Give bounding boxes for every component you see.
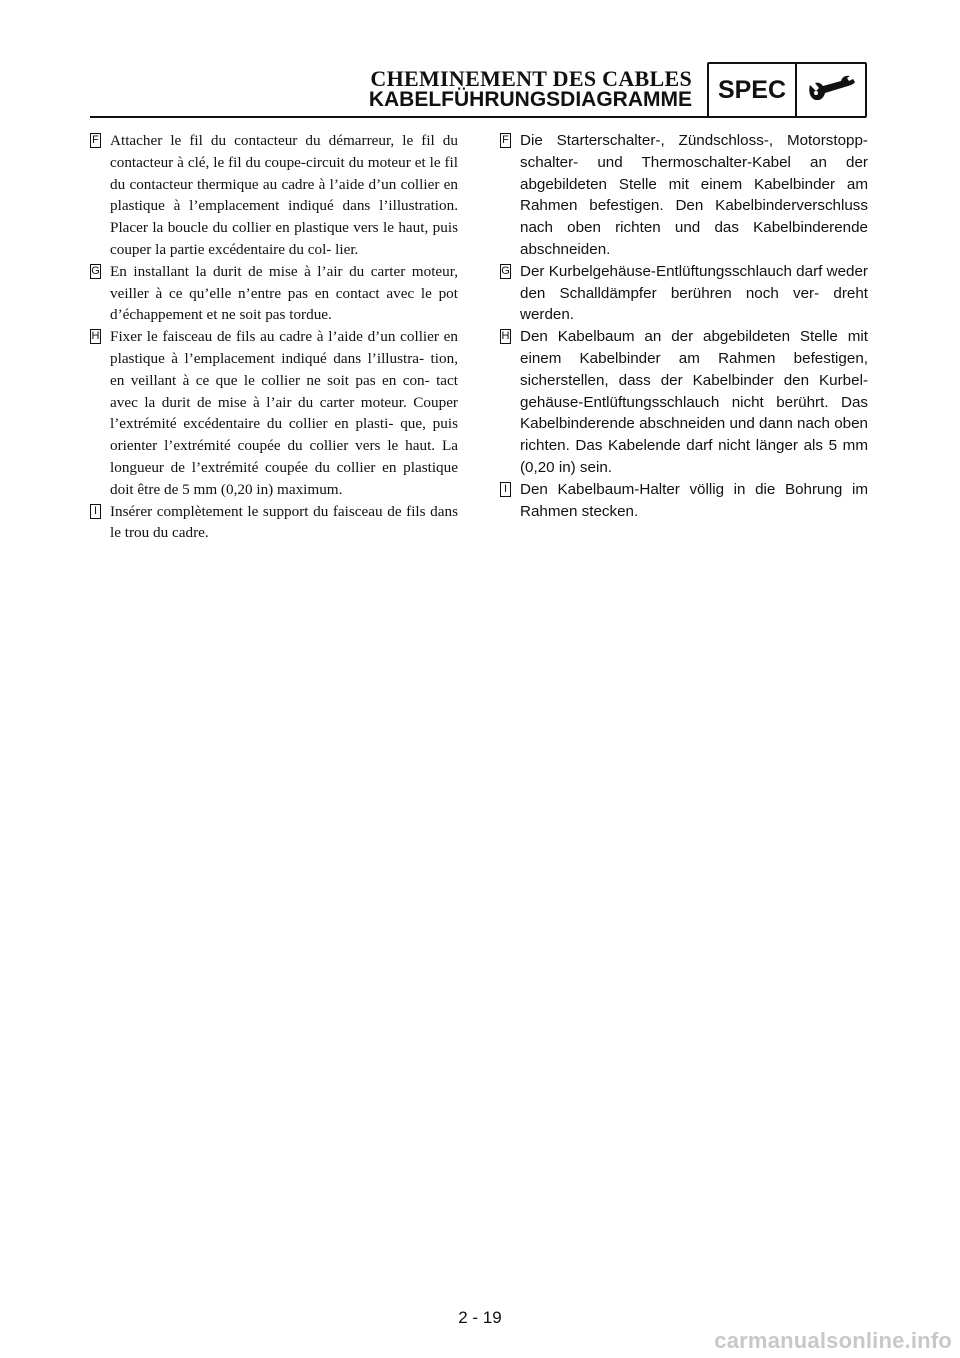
item-text: En installant la durit de mise à l’air du carter moteur, veiller à ce qu’elle n’entre pas en contact avec le pot d’échappement et ne soit pas tordue. (110, 262, 458, 324)
spec-label: SPEC (709, 64, 797, 116)
item-letter-box: G (501, 264, 510, 277)
item-letter-box: F (90, 133, 101, 148)
item-letter-box: I (90, 504, 101, 519)
item-text: Attacher le fil du contacteur du démarreur, le fil du contacteur à clé, le fil du coupe-circuit du moteur et le fil du contacteur thermique au cadre à l’aide d’un collier en plastique à l’emplacement indiqué dans l’illustration. Placer la boucle du collier en plastique vers le haut, puis couper la partie excédentaire du col- lier. (110, 132, 458, 258)
item-letter-box: G (91, 264, 100, 277)
list-item (500, 326, 868, 479)
french-column (90, 130, 458, 544)
list-item (90, 326, 458, 500)
item-text: Insérer complètement le support du faisceau de fils dans le trou du cadre. (110, 502, 458, 542)
header-title-fr: CHEMINEMENT DES CABLES (370, 66, 692, 91)
german-column (500, 130, 868, 522)
header-rule (90, 116, 710, 118)
watermark: carmanualsonline.info (714, 1328, 952, 1353)
item-letter-box: H (91, 330, 100, 343)
list-item (500, 130, 868, 261)
item-text: Die Starterschalter-, Zündschloss-, Motorstopp- schalter- und Thermoschalter-Kabel an der abgebildeten Stelle mit einem Kabelbinder am Rahmen befestigen. Den Kabelbinderverschluss nach oben richten und das Kabelbinderende abschneiden. (520, 132, 868, 258)
list-item (500, 479, 868, 523)
item-text: Den Kabelbaum an der abgebildeten Stelle mit einem Kabelbinder am Rahmen befestigen, sicherstellen, dass der Kabelbinder den Kurbel- gehäuse-Entlüftungsschlauch nicht berührt. Das Kabelbinderende abschneiden und dann nach oben richten. Das Kabelende darf nicht länger als 5 mm (0,20 in) sein. (520, 328, 868, 476)
list-item (500, 261, 868, 326)
item-letter-box: H (501, 330, 510, 343)
list-item (90, 130, 458, 261)
header-title-de: KABELFÜHRUNGSDIAGRAMME (368, 88, 692, 111)
item-text: Fixer le faisceau de fils au cadre à l’aide d’un collier en plastique à l’emplacement indiqué dans l’illustra- tion, en veillant à ce que le collier ne soit pas en con- tact avec la durit de mise à l’air du carter moteur. Couper l’extrémité excédentaire du collier en plasti- que, puis orienter l’extrémité coupée du collier vers le haut. La longueur de l’extrémité coupée du collier en plastique doit être de 5 mm (0,20 in) maximum. (110, 328, 458, 498)
list-item (90, 501, 458, 545)
page-number: 2 - 19 (458, 1308, 502, 1327)
item-text: Der Kurbelgehäuse-Entlüftungsschlauch darf weder den Schalldämpfer berühren noch ver- dreht werden. (520, 262, 868, 324)
spec-section-box (707, 62, 867, 118)
item-letter-box: I (500, 482, 511, 497)
item-text: Den Kabelbaum-Halter völlig in die Bohrung im Rahmen stecken. (520, 480, 868, 520)
item-letter-box: F (500, 133, 511, 148)
wrench-icon (797, 64, 865, 116)
list-item (90, 261, 458, 326)
